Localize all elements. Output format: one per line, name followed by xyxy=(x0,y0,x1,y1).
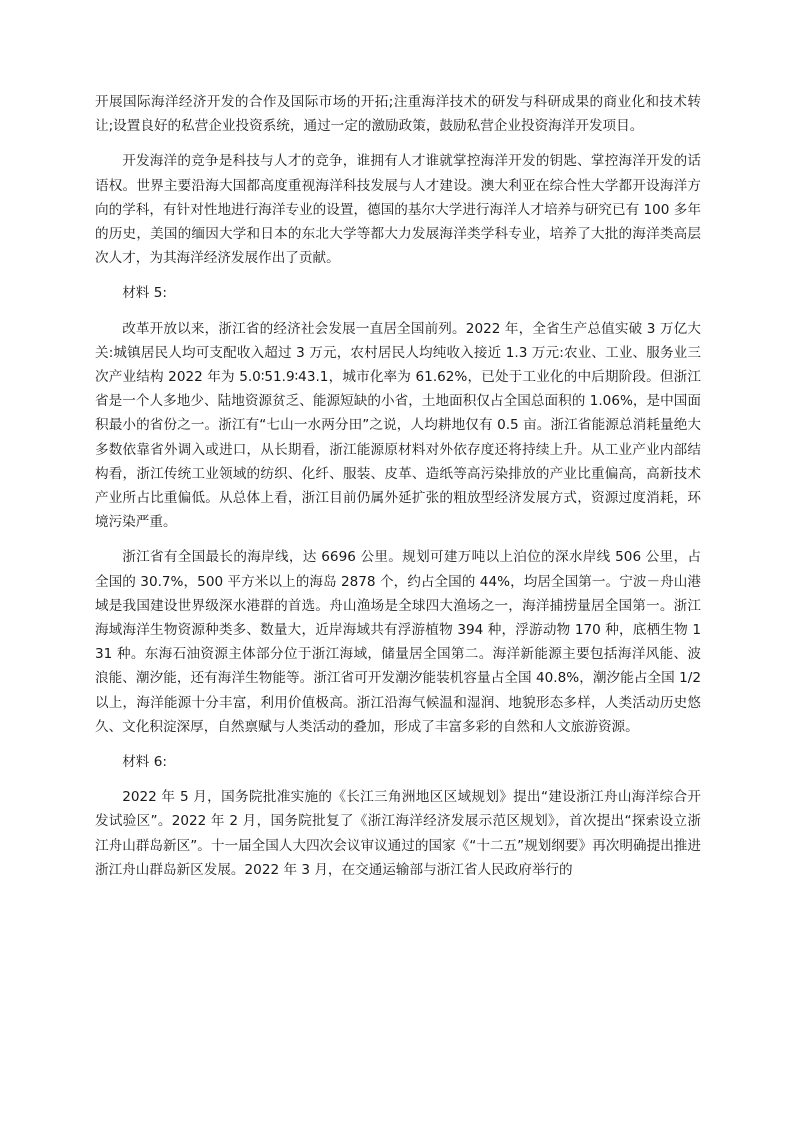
heading-material-5: 材料 5: xyxy=(122,285,167,302)
heading-material-6: 材料 6: xyxy=(122,754,167,771)
paragraph-zhoushan-planning: 2022 年 5 月，国务院批准实施的《长江三角洲地区区域规划》提出“建设浙江舟山海洋综合开发试验区”。2022 年 2 月，国务院批复了《浙江海洋经济发展示范区规划》，首次提出“探索设立浙江舟山群岛新区”。十一届全国人大四次会议审议通过的国家《“十二五”规划纲要》再次明确提出推进浙江舟山群岛新区发展。2022 年 3 月，在交通运输部与浙江省人民政府举行的 xyxy=(95,789,701,878)
paragraph-ocean-talent: 开发海洋的竞争是科技与人才的竞争，谁拥有人才谁就掌控海洋开发的钥匙、掌控海洋开发的话语权。世界主要沿海大国都高度重视海洋科技发展与人才建设。澳大利亚在综合性大学都开设海洋方向的学科，有针对性地进行海洋专业的设置，德国的基尔大学进行海洋人才培养与研究已有 100 多年的历史，美国的缅因大学和日本的东北大学等都大力发展海洋类学科专业，培养了大批的海洋类高层次人才，为其海洋经济发展作出了贡献。 xyxy=(95,153,701,267)
paragraph-intro-continuation: 开展国际海洋经济开发的合作及国际市场的开拓;注重海洋技术的研发与科研成果的商业化和技术转让;设置良好的私营企业投资系统，通过一定的激励政策，鼓励私营企业投资海洋开发项目。 xyxy=(95,94,701,135)
document-page xyxy=(95,90,701,893)
paragraph-zhejiang-economy: 改革开放以来，浙江省的经济社会发展一直居全国前列。2022 年，全省生产总值实破 3 万亿大关:城镇居民人均可支配收入超过 3 万元，农村居民人均纯收入接近 1.3 万元:农业、工业、服务业三次产业结构 2022 年为 5.0∶51.9∶43.1，城市化率为 61.62%，已处于工业化的中后期阶段。但浙江省是一个人多地少、陆地资源贫乏、能源短缺的小省，土地面积仅占全国总面积的 1.06%，是中国面积最小的省份之一。浙江有“七山一水两分田”之说，人均耕地仅有 0.5 亩。浙江省能源总消耗量绝大多数依靠省外调入或进口，从长期看，浙江能源原材料对外依存度还将持续上升。从工业产业内部结构看，浙江传统工业领域的纺织、化纤、服装、皮革、造纸等高污染排放的产业比重偏高，高新技术产业所占比重偏低。从总体上看，浙江目前仍属外延扩张的粗放型经济发展方式，资源过度消耗，环境污染严重。 xyxy=(95,320,701,531)
paragraph-zhejiang-coastline: 浙江省有全国最长的海岸线，达 6696 公里。规划可建万吨以上泊位的深水岸线 506 公里，占全国的 30.7%，500 平方米以上的海岛 2878 个，约占全国的 44%，均居全国第一。宁波－舟山港域是我国建设世界级深水港群的首选。舟山渔场是全球四大渔场之一，海洋捕捞量居全国第一。浙江海域海洋生物资源种类多、数量大，近岸海域共有浮游植物 394 种，浮游动物 170 种，底栖生物 131 种。东海石油资源主体部分位于浙江海域，储量居全国第二。海洋新能源主要包括海洋风能、波浪能、潮汐能，还有海洋生物能等。浙江省可开发潮汐能装机容量占全国 40.8%，潮汐能占全国 1/2 以上，海洋能源十分丰富，利用价值极高。浙江沿海气候温和湿润、地貌形态多样，人类活动历史悠久、文化积淀深厚，自然禀赋与人类活动的叠加，形成了丰富多彩的自然和人文旅游资源。 xyxy=(95,549,701,735)
